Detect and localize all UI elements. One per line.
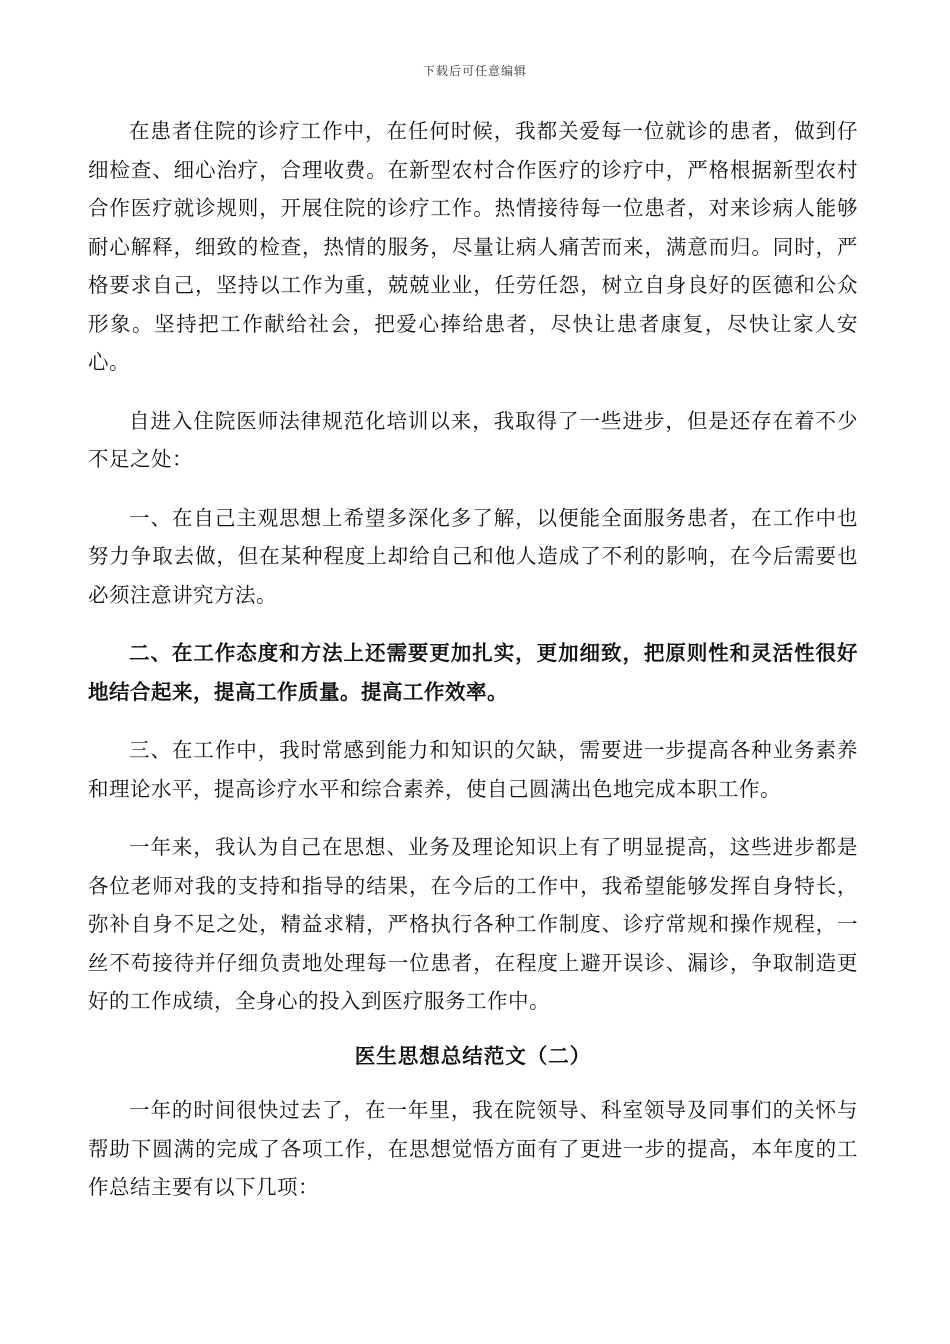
paragraph-section-intro: 一年的时间很快过去了，在一年里，我在院领导、科室领导及同事们的关怀与帮助下圆满的完成了各项工作，在思想觉悟方面有了更进一步的提高，本年度的工作总结主要有以下几项： <box>88 1098 858 1199</box>
document-body <box>88 112 858 1227</box>
paragraph-inpatient-care: 在患者住院的诊疗工作中，在任何时候，我都关爱每一位就诊的患者，做到仔细检查、细心治疗，合理收费。在新型农村合作医疗的诊疗中，严格根据新型农村合作医疗就诊规则，开展住院的诊疗工作。热情接待每一位患者，对来诊病人能够耐心解释，细致的检查，热情的服务，尽量让病人痛苦而来，满意而归。同时，严格要求自己，坚持以工作为重，兢兢业业，任劳任怨，树立自身良好的医德和公众形象。坚持把工作献给社会，把爱心捧给患者，尽快让患者康复，尽快让家人安心。 <box>88 119 858 374</box>
paragraph-shortcoming-3: 三、在工作中，我时常感到能力和知识的欠缺，需要进一步提高各种业务素养和理论水平，提高诊疗水平和综合素养，使自己圆满出色地完成本职工作。 <box>88 738 858 801</box>
paragraph-shortcoming-2: 二、在工作态度和方法上还需要更加扎实，更加细致，把原则性和灵活性很好地结合起来，提高工作质量。提高工作效率。 <box>88 641 858 704</box>
paragraph-shortcoming-1: 一、在自己主观思想上希望多深化多了解，以便能全面服务患者，在工作中也努力争取去做，但在某种程度上却给自己和他人造成了不利的影响，在今后需要也必须注意讲究方法。 <box>88 505 858 607</box>
page-header: 下载后可任意编辑 <box>422 64 527 78</box>
paragraph-year-review: 一年来，我认为自己在思想、业务及理论知识上有了明显提高，这些进步都是各位老师对我的支持和指导的结果，在今后的工作中，我希望能够发挥自身特长，弥补自身不足之处，精益求精，严格执行各种工作制度、诊疗常规和操作规程，一丝不苟接待并仔细负责地处理每一位患者，在程度上避开误诊、漏诊，争取制造更好的工作成绩，全身心的投入到医疗服务工作中。 <box>88 835 858 1013</box>
paragraph-training-intro: 自进入住院医师法律规范化培训以来，我取得了一些进步，但是还存在着不少不足之处： <box>88 408 858 471</box>
section-title: 医生思想总结范文（二） <box>354 1043 592 1068</box>
